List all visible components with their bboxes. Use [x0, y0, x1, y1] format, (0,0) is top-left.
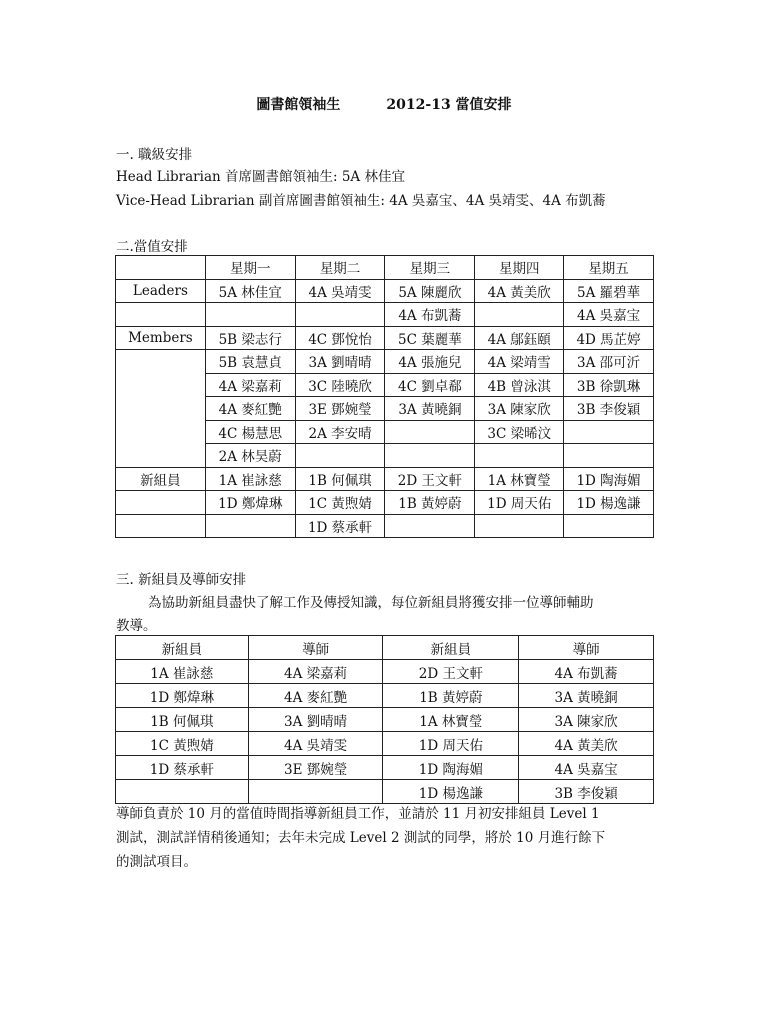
title-part-2: 2012-13 當值安排	[386, 97, 512, 113]
duty-cell: 5C 葉麗華	[385, 326, 475, 350]
duty-cell: 5A 羅碧華	[564, 279, 654, 303]
duty-cell: 1D 蔡承軒	[295, 514, 385, 538]
mentor-cell: 1B 黃婷蔚	[383, 684, 519, 708]
mentor-cell: 4A 布凱蕎	[519, 660, 654, 684]
mentor-row	[116, 756, 654, 780]
duty-cell	[564, 514, 654, 538]
group-label-blank	[116, 350, 206, 468]
duty-cell: 4C 楊慧思	[205, 420, 295, 444]
intro-line-1: 為協助新組員盡快了解工作及傳授知識，每位新組員將獲安排一位導師輔助	[148, 595, 594, 611]
mentor-header: 新組員	[383, 636, 519, 660]
duty-row	[116, 279, 654, 303]
mentor-cell: 4A 吳靖雯	[248, 732, 383, 756]
mentor-row	[116, 732, 654, 756]
duty-cell: 5A 林佳宜	[205, 279, 295, 303]
mentor-cell: 3A 黃曉銅	[519, 684, 654, 708]
duty-cell	[385, 444, 475, 468]
group-label-blank	[116, 514, 206, 538]
duty-cell: 3A 陳家欣	[475, 397, 564, 421]
duty-cell: 1D 鄭煒琳	[205, 491, 295, 515]
duty-cell: 4B 曾泳淇	[475, 373, 564, 397]
mentor-header: 導師	[519, 636, 654, 660]
mentor-cell: 1B 何佩琪	[116, 708, 249, 732]
mentor-cell: 1D 楊逸謙	[383, 780, 519, 804]
duty-cell: 4A 布凱蕎	[385, 303, 475, 327]
mentor-header: 新組員	[116, 636, 249, 660]
duty-row	[116, 326, 654, 350]
duty-cell: 1A 崔詠慈	[205, 467, 295, 491]
duty-cell	[475, 444, 564, 468]
section-1-heading: 一. 職級安排	[116, 147, 193, 163]
duty-cell	[385, 420, 475, 444]
mentor-cell: 2D 王文軒	[383, 660, 519, 684]
duty-cell: 3C 梁晞汶	[475, 420, 564, 444]
duty-cell: 4A 黃美欣	[475, 279, 564, 303]
group-label: Leaders	[116, 279, 206, 303]
duty-cell: 3E 鄧婉瑩	[295, 397, 385, 421]
duty-cell: 3B 李俊穎	[564, 397, 654, 421]
head-librarian-line: Head Librarian 首席圖書館領袖生: 5A 林佳宜	[116, 169, 405, 185]
duty-cell	[385, 514, 475, 538]
intro-line-2: 教導。	[116, 618, 157, 634]
group-label-blank	[116, 491, 206, 515]
duty-cell: 5A 陳麗欣	[385, 279, 475, 303]
duty-schedule-table	[115, 255, 654, 538]
mentor-row	[116, 684, 654, 708]
duty-cell: 4A 鄔鈺頤	[475, 326, 564, 350]
mentor-cell: 1D 蔡承軒	[116, 756, 249, 780]
mentor-cell: 1A 林寶瑩	[383, 708, 519, 732]
duty-cell: 2A 林昊蔚	[205, 444, 295, 468]
duty-cell: 2D 王文軒	[385, 467, 475, 491]
mentor-header-row	[116, 636, 654, 660]
duty-cell: 4A 梁靖雪	[475, 350, 564, 374]
duty-cell: 5B 袁慧貞	[205, 350, 295, 374]
duty-cell: 4A 梁嘉莉	[205, 373, 295, 397]
day-header: 星期三	[385, 256, 475, 280]
mentor-cell: 4A 吳嘉宝	[519, 756, 654, 780]
duty-cell: 4A 吳嘉宝	[564, 303, 654, 327]
duty-cell	[295, 303, 385, 327]
day-header: 星期一	[205, 256, 295, 280]
duty-cell: 4C 劉卓郗	[385, 373, 475, 397]
duty-cell	[564, 420, 654, 444]
group-label: Members	[116, 326, 206, 350]
duty-cell	[205, 303, 295, 327]
duty-cell: 5B 梁志行	[205, 326, 295, 350]
duty-row	[116, 491, 654, 515]
note-line-1: 導師負責於 10 月的當值時間指導新組員工作，並請於 11 月初安排組員 Level 1	[116, 806, 600, 822]
duty-row	[116, 350, 654, 374]
duty-cell: 3B 徐凱琳	[564, 373, 654, 397]
title-part-1: 圖書館領袖生	[256, 97, 341, 113]
mentor-cell: 1D 周天佑	[383, 732, 519, 756]
note-paragraph	[116, 802, 656, 874]
duty-cell: 3A 黃曉銅	[385, 397, 475, 421]
duty-cell	[564, 444, 654, 468]
mentor-cell: 3A 劉晴晴	[248, 708, 383, 732]
duty-row	[116, 467, 654, 491]
mentor-cell: 1A 崔詠慈	[116, 660, 249, 684]
duty-cell	[205, 514, 295, 538]
mentor-row	[116, 708, 654, 732]
day-header: 星期二	[295, 256, 385, 280]
duty-cell: 1C 黃煦婧	[295, 491, 385, 515]
duty-cell: 4A 張施兒	[385, 350, 475, 374]
duty-cell: 1B 何佩琪	[295, 467, 385, 491]
duty-corner-cell	[116, 256, 206, 280]
mentor-cell	[248, 780, 383, 804]
duty-cell: 3A 邵可沂	[564, 350, 654, 374]
group-label-blank	[116, 303, 206, 327]
mentor-cell: 1D 鄭煒琳	[116, 684, 249, 708]
duty-header-row	[116, 256, 654, 280]
duty-cell: 1A 林寶瑩	[475, 467, 564, 491]
mentor-cell: 3B 李俊穎	[519, 780, 654, 804]
duty-cell	[295, 444, 385, 468]
duty-cell: 1D 陶海媚	[564, 467, 654, 491]
duty-cell: 1B 黃婷蔚	[385, 491, 475, 515]
mentor-cell: 4A 麥紅艷	[248, 684, 383, 708]
duty-cell: 1D 周天佑	[475, 491, 564, 515]
duty-cell: 4A 麥紅艷	[205, 397, 295, 421]
mentor-row	[116, 780, 654, 804]
mentor-cell: 3E 鄧婉瑩	[248, 756, 383, 780]
note-line-3: 的測試項目。	[116, 854, 197, 870]
mentor-cell: 4A 梁嘉莉	[248, 660, 383, 684]
mentor-header: 導師	[248, 636, 383, 660]
duty-row	[116, 303, 654, 327]
duty-cell: 4D 馬芷婷	[564, 326, 654, 350]
mentor-cell: 4A 黃美欣	[519, 732, 654, 756]
day-header: 星期四	[475, 256, 564, 280]
page-title	[0, 94, 768, 114]
mentor-assignment-table	[115, 635, 654, 804]
mentor-row	[116, 660, 654, 684]
mentor-cell: 1C 黃煦婧	[116, 732, 249, 756]
duty-cell: 4C 鄧悅怡	[295, 326, 385, 350]
mentor-cell: 3A 陳家欣	[519, 708, 654, 732]
duty-cell: 2A 李安晴	[295, 420, 385, 444]
duty-row	[116, 514, 654, 538]
duty-cell	[475, 303, 564, 327]
section-3-heading: 三. 新組員及導師安排	[116, 572, 247, 588]
duty-cell: 3A 劉晴晴	[295, 350, 385, 374]
vice-head-librarian-line: Vice-Head Librarian 副首席圖書館領袖生: 4A 吳嘉宝、4A 吳靖雯、4A 布凱蕎	[116, 193, 606, 209]
duty-cell: 1D 楊逸謙	[564, 491, 654, 515]
duty-cell: 4A 吳靖雯	[295, 279, 385, 303]
mentor-cell: 1D 陶海媚	[383, 756, 519, 780]
duty-cell: 3C 陸曉欣	[295, 373, 385, 397]
day-header: 星期五	[564, 256, 654, 280]
note-line-2: 測試，測試詳情稍後通知；去年未完成 Level 2 測試的同學，將於 10 月進行餘下	[116, 830, 606, 846]
mentor-cell	[116, 780, 249, 804]
section-2-heading: 二.當值安排	[116, 239, 188, 255]
group-label: 新組員	[116, 467, 206, 491]
duty-cell	[475, 514, 564, 538]
